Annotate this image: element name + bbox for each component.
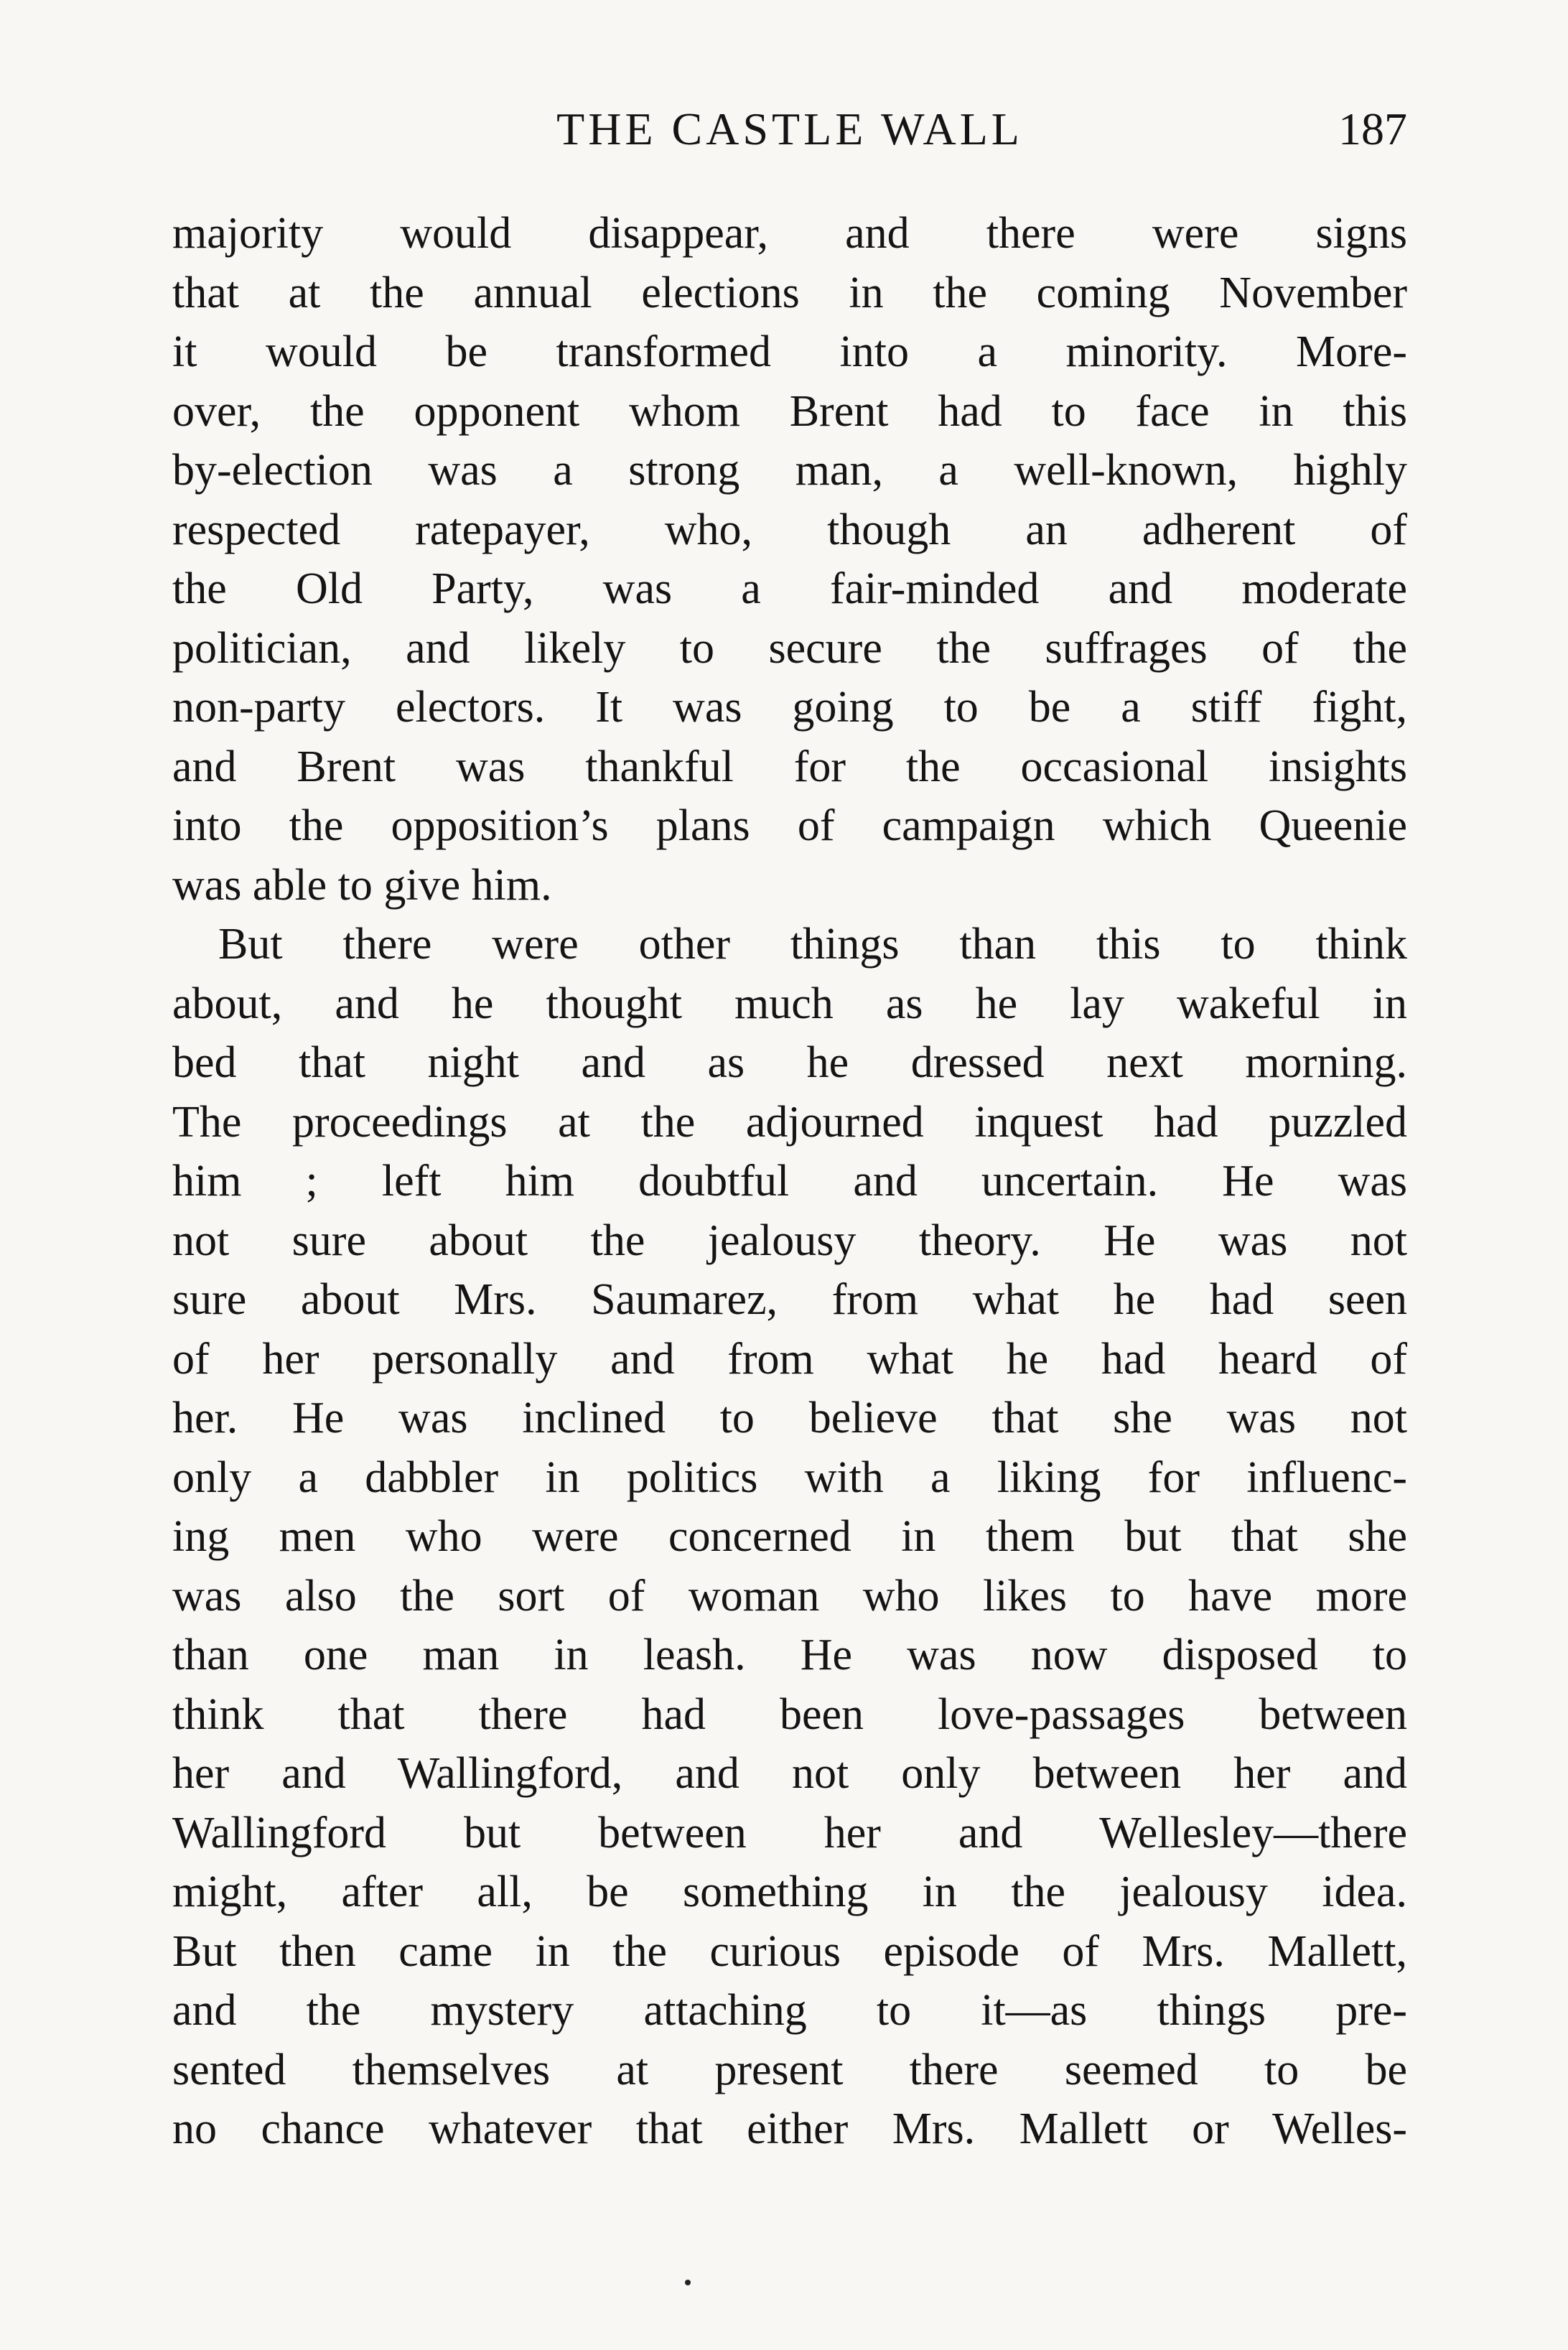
text-line: sure about Mrs. Saumarez, from what he had seen	[172, 1275, 1407, 1324]
text-line: only a dabbler in politics with a liking for influenc-	[172, 1453, 1407, 1502]
text-line: him ; left him doubtful and uncertain. He was	[172, 1157, 1407, 1206]
text-line: respected ratepayer, who, though an adherent of	[172, 505, 1407, 554]
text-line: the Old Party, was a fair-minded and moderate	[172, 564, 1407, 613]
text-line: about, and he thought much as he lay wakeful in	[172, 979, 1407, 1028]
text-line: and the mystery attaching to it—as things pre-	[172, 1986, 1407, 2035]
text-line: non-party electors. It was going to be a stiff fight,	[172, 683, 1407, 732]
text-line: The proceedings at the adjourned inquest had puzzled	[172, 1097, 1407, 1147]
printer-mark-dot	[685, 2280, 691, 2285]
text-line: might, after all, be something in the jealousy idea.	[172, 1868, 1407, 1916]
text-line: into the opposition’s plans of campaign which Queenie	[172, 801, 1407, 850]
text-line: her and Wallingford, and not only between her and	[172, 1749, 1407, 1798]
running-head: THE CASTLE WALL	[556, 103, 1023, 154]
text-line: no chance whatever that either Mrs. Mallett or Welles-	[172, 2104, 1407, 2153]
body-text	[172, 204, 1407, 2159]
text-line: But there were other things than this to think	[218, 920, 1407, 969]
text-line: sented themselves at present there seemed to be	[172, 2045, 1407, 2094]
text-line: was also the sort of woman who likes to have more	[172, 1571, 1407, 1621]
text-line: bed that night and as he dressed next morning.	[172, 1038, 1407, 1087]
text-line: over, the opponent whom Brent had to face in this	[172, 386, 1407, 436]
text-line: But then came in the curious episode of Mrs. Mallett,	[172, 1926, 1407, 1976]
text-line: and Brent was thankful for the occasional insights	[172, 742, 1407, 791]
text-line: her. He was inclined to believe that she was not	[172, 1394, 1407, 1442]
text-line: of her personally and from what he had heard of	[172, 1334, 1407, 1384]
text-line: not sure about the jealousy theory. He was not	[172, 1216, 1407, 1265]
text-line: ing men who were concerned in them but that she	[172, 1512, 1407, 1561]
text-line: Wallingford but between her and Wellesley—there	[172, 1808, 1407, 1857]
text-line: by-election was a strong man, a well-known, highly	[172, 446, 1407, 495]
text-line: think that there had been love-passages between	[172, 1689, 1407, 1739]
page-number: 187	[1338, 103, 1407, 154]
text-line: that at the annual elections in the coming November	[172, 268, 1407, 317]
text-line: it would be transformed into a minority. More-	[172, 327, 1407, 376]
text-line: was able to give him.	[172, 860, 552, 910]
text-line: majority would disappear, and there were signs	[172, 209, 1407, 258]
text-line: than one man in leash. He was now disposed to	[172, 1631, 1407, 1679]
page-header	[172, 97, 1407, 162]
text-line: politician, and likely to secure the suffrages of the	[172, 623, 1407, 673]
